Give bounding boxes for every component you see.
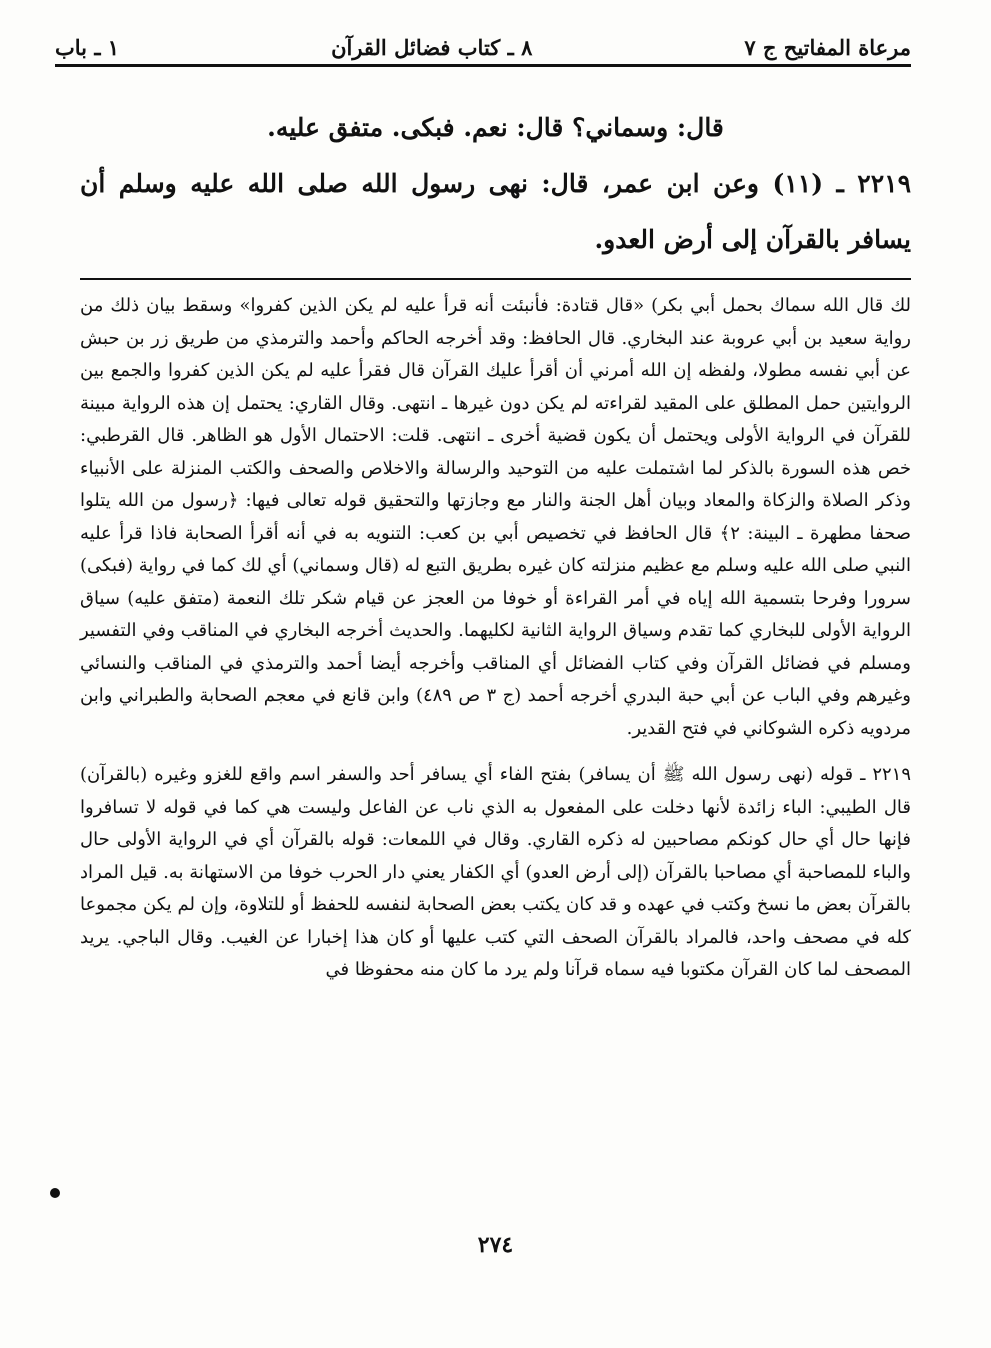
header-book-title: مرعاة المفاتيح ج ٧ xyxy=(744,35,911,60)
page-number: ٢٧٤ xyxy=(477,1232,514,1258)
header-divider xyxy=(55,64,911,67)
commentary-paragraph-2: ٢٢١٩ ـ قوله (نهى رسول الله ﷺ أن يسافر) بفتح الفاء أي يسافر أحد والسفر اسم واقع للغزو وغيره (بالقرآن) قال الطيبي: الباء زائدة لأنها دخلت على المفعول به الذي ناب عن الفاعل وليست هي كما في قوله لا تسافروا فإنها حال أي حال كونكم مصاحبين له ذكره القاري. وقال في اللمعات: قوله بالقرآن أي في الرواية الأولى حال والباء للمصاحبة أي مصاحبا بالقرآن (إلى أرض العدو) أي الكفار يعني دار الحرب خوفا من الاستهانة به. قيل المراد بالقرآن بعض ما نسخ وكتب في عهده و قد كان يكتب بعض الصحابة لنفسه للحفظ أو للتلاوة، وإن لم يكن مجموعا كله في مصحف واحد، فالمراد بالقرآن الصحف التي كتب عليها أو كان هذا إخبارا عن الغيب. وقال الباجي. يريد المصحف لما كان القرآن مكتوبا فيه سماه قرآنا ولم يرد ما كان منه محفوظا في xyxy=(80,764,911,980)
hadith-text xyxy=(80,100,911,268)
running-header xyxy=(55,20,911,60)
section-divider xyxy=(80,278,911,280)
commentary-paragraph-1: لك قال الله سماك بحمل أبي بكر) «قال قتادة: فأنبئت أنه قرأ عليه لم يكن الذين كفروا» وسقط بيان ذلك من رواية سعيد بن أبي عروبة عند البخاري. قال الحافظ: وقد أخرجه الحاكم وأحمد والترمذي من طريق زر بن حبش عن أبي نفسه مطولا، ولفظه إن الله أمرني أن أقرأ عليك القرآن قال فقرأ عليه لم يكن الذين كفروا والجمع بين الروايتين حمل المطلق على المقيد لقراءته لم يكن دون غيرها ـ انتهى. وقال القاري: يحتمل إن هذه الرواية مبينة للقرآن في الرواية الأولى ويحتمل أن يكون قضية أخرى ـ انتهى. قلت: الاحتمال الأول هو الظاهر. قال القرطبي: خص هذه السورة بالذكر لما اشتملت عليه من التوحيد والرسالة والاخلاص والصحف والكتب المنزلة على الأنبياء وذكر الصلاة والزكاة والمعاد وبيان أهل الجنة والنار مع وجازتها والتحقيق قوله تعالى فيها: ﴿رسول من الله يتلوا صحفا مطهرة ـ البينة: ٢﴾ قال الحافظ في تخصيص أبي بن كعب: التنويه به في أنه أقرأ الصحابة فاذا قرأ عليه النبي صلى الله عليه وسلم مع عظيم منزلته كان غيره بطريق التبع له (قال وسماني) أي لك كما في رواية (فبكى) سرورا وفرحا بتسمية الله إياه في أمر القراءة أو خوفا من العجز عن قيام شكر تلك النعمة (متفق عليه) سياق الرواية الأولى للبخاري كما تقدم وسياق الرواية الثانية لكليهما. والحديث أخرجه البخاري في المناقب وفي التفسير ومسلم في فضائل القرآن وفي كتاب الفضائل أي المناقب وأخرجه أيضا أحمد والترمذي في المناقب والنسائي وغيرهم وفي الباب عن أبي حبة البدري أخرجه أحمد (ج ٣ ص ٤٨٩) وابن قانع في معجم الصحابة والطبراني وابن مردويه ذكره الشوكاني في فتح القدير. xyxy=(80,295,911,739)
header-section: ١ ـ باب xyxy=(55,35,120,60)
margin-dot-icon xyxy=(50,1188,60,1198)
hadith-line-2: ٢٢١٩ ـ (١١) وعن ابن عمر، قال: نهى رسول الله صلى الله عليه وسلم أن يسافر بالقرآن إلى أرض العدو. xyxy=(80,169,912,254)
commentary-text xyxy=(80,290,911,987)
hadith-line-1: قال: وسماني؟ قال: نعم. فبكى. متفق عليه. xyxy=(267,113,724,142)
header-chapter-title: ٨ ـ كتاب فضائل القرآن xyxy=(331,35,533,60)
